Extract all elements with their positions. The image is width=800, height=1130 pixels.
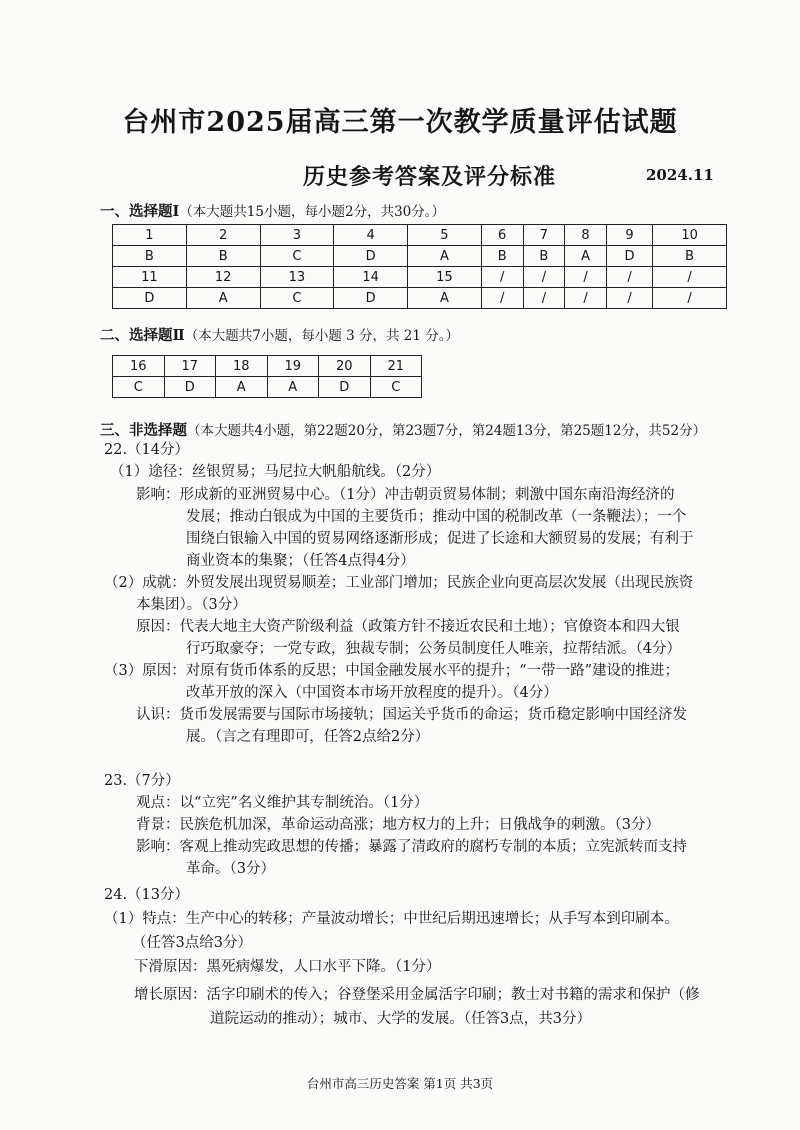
page-subtitle: 历史参考答案及评分标准 xyxy=(303,164,557,190)
q23-impact-line: 影响：客观上推动宪政思想的传播；暴露了清政府的腐朽专制的本质；立宪派转而支持 xyxy=(136,839,687,855)
table-cell: 12 xyxy=(186,267,260,288)
table-cell: C xyxy=(260,246,334,267)
section-2-note: （本大题共7小题，每小题 3 分，共 21 分。） xyxy=(184,328,460,344)
table-row xyxy=(113,377,422,398)
q22-header: 22.（14分） xyxy=(104,442,190,458)
answer-table-1 xyxy=(112,224,727,309)
page-date: 2024.11 xyxy=(646,166,714,184)
q22-2-reason-line: 行巧取豪夺；一党专政，独裁专制；公务员制度任人唯亲，拉帮结派。（4分） xyxy=(186,641,681,657)
table-cell: 13 xyxy=(260,267,334,288)
table-cell: / xyxy=(653,288,727,309)
section-1-title: 一、选择题Ⅰ xyxy=(100,203,180,220)
q24-1-features: （1）特点：生产中心的转移；产量波动增长；中世纪后期迅速增长；从手写本到印刷本。 xyxy=(104,911,679,927)
q22-3-insight-line: 认识：货币发展需要与国际市场接轨；国运关乎货币的命运；货币稳定影响中国经济发 xyxy=(136,707,687,723)
table-cell: 2 xyxy=(186,225,260,246)
q24-1-scoring-note: （任答3点给3分） xyxy=(132,935,252,951)
table-cell: 6 xyxy=(481,225,523,246)
answer-table-1-body xyxy=(113,225,727,309)
answer-table-2 xyxy=(112,355,422,398)
table-cell: 5 xyxy=(408,225,482,246)
table-cell: A xyxy=(267,377,319,398)
table-cell: D xyxy=(319,377,371,398)
table-cell: / xyxy=(565,267,607,288)
table-cell: A xyxy=(216,377,268,398)
q22-2-achievement-line: （2）成就：外贸发展出现贸易顺差；工业部门增加；民族企业向更高层次发展（出现民族资 xyxy=(104,575,694,591)
table-cell: C xyxy=(113,377,165,398)
q22-1-impact-line: 商业资本的集聚；（任答4点得4分） xyxy=(186,553,415,569)
section-3-note: （本大题共4小题，第22题20分，第23题7分，第24题13分，第25题12分，共52分） xyxy=(187,423,707,439)
table-cell: / xyxy=(606,267,652,288)
table-cell: D xyxy=(334,246,408,267)
table-cell: D xyxy=(113,288,187,309)
table-cell: 9 xyxy=(606,225,652,246)
q23-viewpoint: 观点：以“立宪”名义维护其专制统治。（1分） xyxy=(136,795,429,811)
table-cell: / xyxy=(653,267,727,288)
q22-1-impact-line: 围绕白银输入中国的贸易网络逐渐形成；促进了长途和大额贸易的发展；有利于 xyxy=(186,531,694,547)
q22-1-impact-line: 影响：形成新的亚洲贸易中心。（1分）冲击朝贡贸易体制；刺激中国东南沿海经济的 xyxy=(136,487,675,503)
section-1-heading xyxy=(100,200,445,221)
section-3-heading xyxy=(100,419,706,440)
page-title: 台州市2025届高三第一次教学质量评估试题 xyxy=(122,107,678,138)
table-cell: D xyxy=(334,288,408,309)
table-row xyxy=(113,267,727,288)
table-cell: C xyxy=(370,377,422,398)
table-cell: 16 xyxy=(113,356,165,377)
section-2-title: 二、选择题Ⅱ xyxy=(100,327,185,344)
table-cell: / xyxy=(565,288,607,309)
table-cell: 11 xyxy=(113,267,187,288)
q24-1-growth-reason-line: 增长原因：活字印刷术的传入；谷登堡采用金属活字印刷；教士对书籍的需求和保护（修 xyxy=(134,987,700,1003)
table-cell: 18 xyxy=(216,356,268,377)
table-cell: 15 xyxy=(408,267,482,288)
table-cell: 14 xyxy=(334,267,408,288)
table-cell: 20 xyxy=(319,356,371,377)
q22-1-impact-line: 发展；推动白银成为中国的主要货币；推动中国的税制改革（一条鞭法）；一个 xyxy=(186,509,687,525)
table-cell: A xyxy=(408,288,482,309)
table-cell: A xyxy=(186,288,260,309)
table-cell: B xyxy=(653,246,727,267)
q24-1-decline-reason: 下滑原因：黑死病爆发，人口水平下降。（1分） xyxy=(134,959,441,975)
table-cell: 19 xyxy=(267,356,319,377)
table-cell: A xyxy=(565,246,607,267)
section-3-title: 三、非选择题 xyxy=(100,422,187,439)
table-cell: A xyxy=(408,246,482,267)
table-row xyxy=(113,356,422,377)
table-cell: 17 xyxy=(164,356,216,377)
table-cell: 21 xyxy=(370,356,422,377)
q23-header: 23.（7分） xyxy=(104,773,180,789)
q22-2-achievement-line: 本集团）。（3分） xyxy=(136,597,247,613)
table-cell: 8 xyxy=(565,225,607,246)
q23-background: 背景：民族危机加深，革命运动高涨；地方权力的上升；日俄战争的刺激。（3分） xyxy=(136,817,660,833)
table-row xyxy=(113,288,727,309)
q22-1-path: （1）途径：丝银贸易；马尼拉大帆船航线。（2分） xyxy=(110,464,441,480)
table-cell: B xyxy=(186,246,260,267)
q22-3-reason-line: （3）原因：对原有货币体系的反思；中国金融发展水平的提升；“一带一路”建设的推进； xyxy=(104,663,680,679)
table-cell: 1 xyxy=(113,225,187,246)
table-cell: / xyxy=(523,267,565,288)
table-cell: 3 xyxy=(260,225,334,246)
q22-2-reason-line: 原因：代表大地主大资产阶级利益（政策方针不接近农民和土地）；官僚资本和四大银 xyxy=(136,619,680,635)
table-cell: B xyxy=(113,246,187,267)
table-cell: / xyxy=(523,288,565,309)
table-cell: D xyxy=(606,246,652,267)
answer-table-2-body xyxy=(113,356,422,398)
table-cell: 4 xyxy=(334,225,408,246)
table-cell: B xyxy=(523,246,565,267)
page-footer: 台州市高三历史答案 第1页 共3页 xyxy=(306,1076,494,1091)
table-cell: / xyxy=(481,267,523,288)
table-cell: B xyxy=(481,246,523,267)
q22-3-reason-line: 改革开放的深入（中国资本市场开放程度的提升）。（4分） xyxy=(186,685,558,701)
q24-1-growth-reason-line: 道院运动的推动）；城市、大学的发展。（任答3点，共3分） xyxy=(210,1011,591,1027)
table-cell: C xyxy=(260,288,334,309)
q22-3-insight-line: 展。（言之有理即可，任答2点给2分） xyxy=(186,729,430,745)
table-cell: / xyxy=(481,288,523,309)
table-cell: D xyxy=(164,377,216,398)
table-cell: / xyxy=(606,288,652,309)
q24-header: 24.（13分） xyxy=(104,887,190,903)
table-row xyxy=(113,225,727,246)
q23-impact-line: 革命。（3分） xyxy=(186,861,275,877)
section-2-heading xyxy=(100,324,459,345)
table-row xyxy=(113,246,727,267)
table-cell: 10 xyxy=(653,225,727,246)
section-1-note: （本大题共15小题，每小题2分，共30分。） xyxy=(179,204,445,220)
table-cell: 7 xyxy=(523,225,565,246)
